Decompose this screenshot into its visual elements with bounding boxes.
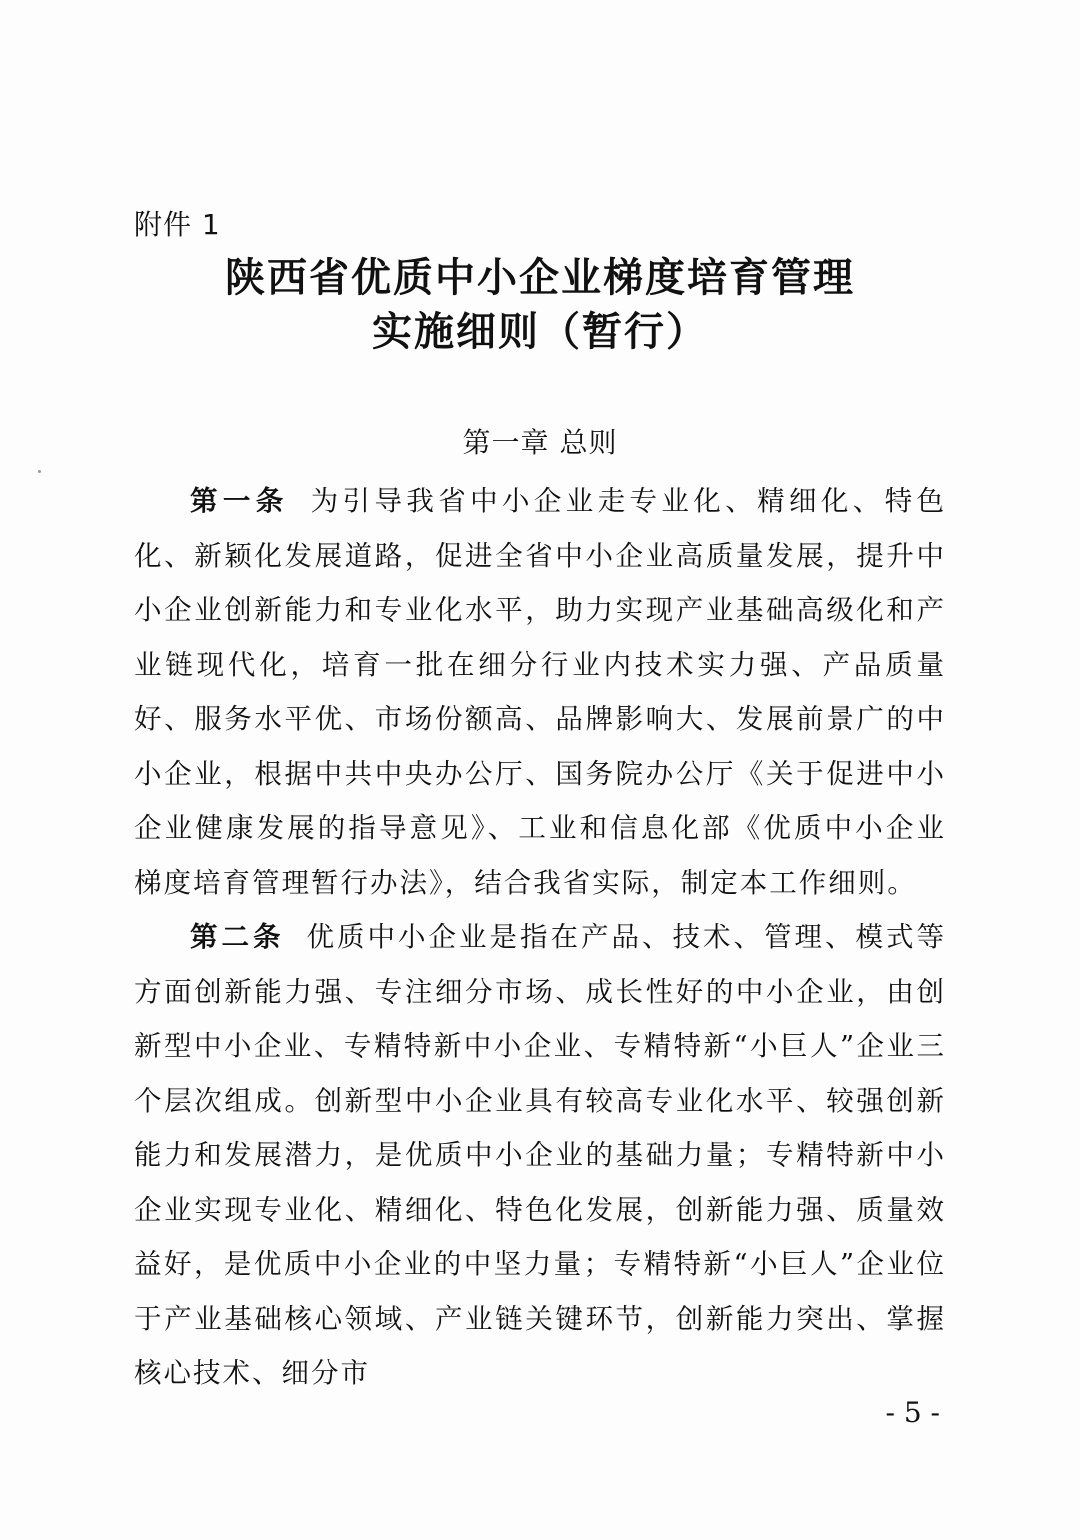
- article-1: [134, 474, 946, 910]
- document-title-line-2: 实施细则（暂行）: [372, 309, 708, 355]
- scan-speck: [38, 470, 41, 473]
- page-number-text: - 5 -: [885, 1396, 940, 1429]
- document-title-line-1: 陕西省优质中小企业梯度培育管理: [225, 255, 855, 301]
- article-2-text: 优质中小企业是指在产品、技术、管理、模式等方面创新能力强、专注细分市场、成长性好的中小企业，由创新型中小企业、专精特新中小企业、专精特新“小巨人”企业三个层次组成。创新型中小企业具有较高专业化水平、较强创新能力和发展潜力，是优质中小企业的基础力量；专精特新中小企业实现专业化、精细化、特色化发展，创新能力强、质量效益好，是优质中小企业的中坚力量；专精特新“小巨人”企业位于产业基础核心领域、产业链关键环节，创新能力突出、掌握核心技术、细分市: [134, 921, 946, 1389]
- article-1-text: 为引导我省中小企业走专业化、精细化、特色化、新颖化发展道路，促进全省中小企业高质量发展，提升中小企业创新能力和专业化水平，助力实现产业基础高级化和产业链现代化，培育一批在细分行业内技术实力强、产品质量好、服务水平优、市场份额高、品牌影响大、发展前景广的中小企业，根据中共中央办公厅、国务院办公厅《关于促进中小企业健康发展的指导意见》、工业和信息化部《优质中小企业梯度培育管理暂行办法》，结合我省实际，制定本工作细则。: [134, 485, 947, 899]
- chapter-heading: 第一章 总则: [462, 426, 618, 459]
- attachment-label: 附件 1: [134, 208, 221, 241]
- article-2-heading: 第二条: [190, 921, 285, 953]
- article-2: [134, 910, 946, 1401]
- article-1-heading: 第一条: [190, 485, 289, 517]
